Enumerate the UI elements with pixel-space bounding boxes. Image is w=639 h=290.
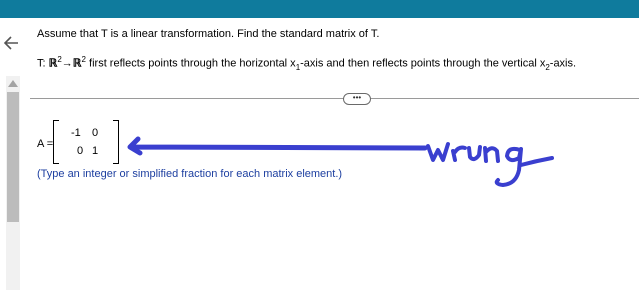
annotation-arrow (130, 139, 425, 153)
matrix-cell[interactable]: -1 (71, 127, 81, 139)
annotation-handwriting (428, 144, 552, 185)
answer-label: A = (37, 138, 54, 150)
matrix-cell[interactable]: 1 (92, 145, 99, 157)
more-button[interactable]: ••• (343, 93, 371, 105)
input-hint: (Type an integer or simplified fraction for each matrix element.) (37, 168, 343, 180)
question-text: Assume that T is a linear transformation. Find the standard matrix of T. (37, 28, 380, 40)
transformation-description: T: ℝ$^2$→ℝ$^2$ first reflects points through the horizontal $x_1$-axis and then reflects points through the vertical $x_2$-axis. (37, 55, 577, 72)
matrix-cell[interactable]: 0 (92, 127, 99, 139)
matrix-cell[interactable]: 0 (77, 145, 84, 157)
